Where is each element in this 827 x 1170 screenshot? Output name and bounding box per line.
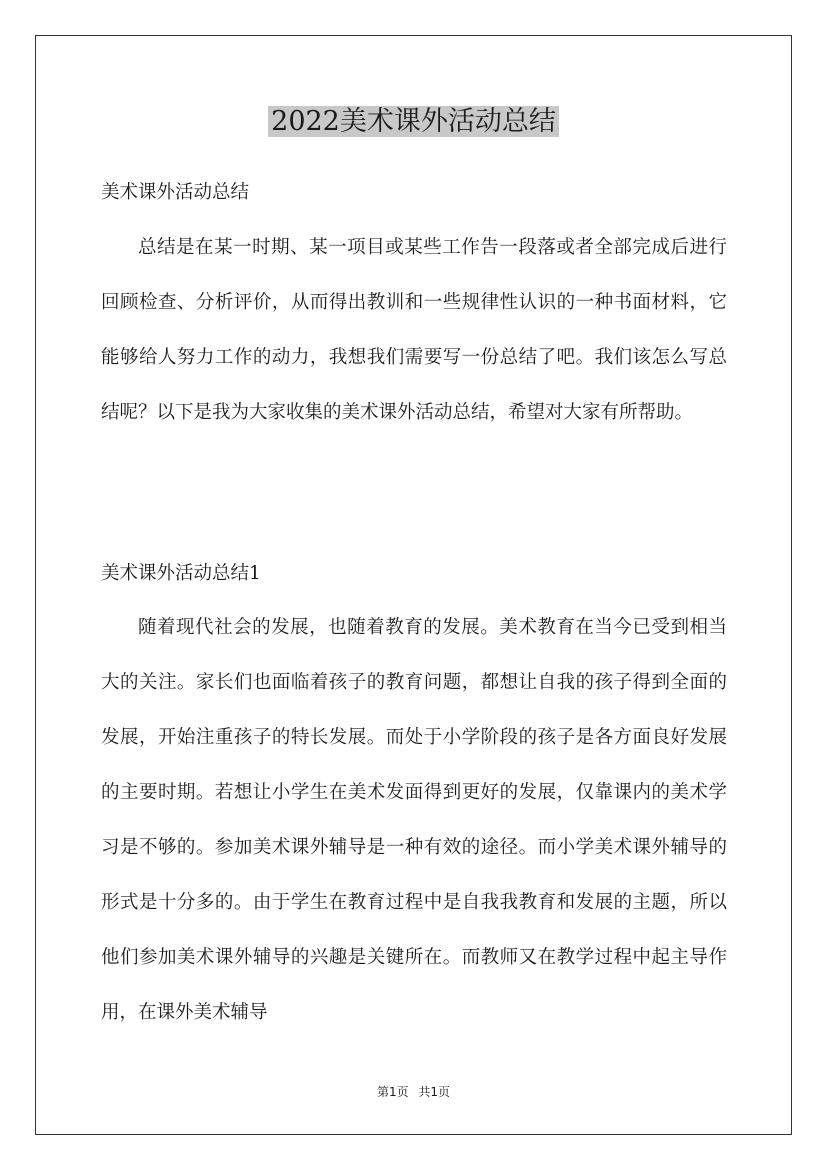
document-title: 2022美术课外活动总结 <box>268 106 559 137</box>
page-count: 共1页 <box>418 1085 451 1099</box>
intro-paragraph: 总结是在某一时期、某一项目或某些工作告一段落或者全部完成后进行回顾检查、分析评价，从而得出教训和一些规律性认识的一种书面材料，它能够给人努力工作的动力，我想我们需要写一份总结了吧。我们该怎么写总结呢？以下是我为大家收集的美术课外活动总结，希望对大家有所帮助。 <box>101 237 727 423</box>
page-footer <box>0 1083 827 1101</box>
document-subtitle: 美术课外活动总结 <box>101 182 250 203</box>
section-paragraph: 随着现代社会的发展，也随着教育的发展。美术教育在当今已受到相当大的关注。家长们也面临着孩子的教育问题，都想让自我的孩子得到全面的发展，开始注重孩子的特长发展。而处于小学阶段的孩子是各方面良好发展的主要时期。若想让小学生在美术发面得到更好的发展，仅靠课内的美术学习是不够的。参加美术课外辅导是一种有效的途径。而小学美术课外辅导的形式是十分多的。由于学生在教育过程中是自我我教育和发展的主题，所以他们参加美术课外辅导的兴趣是关键所在。而教师又在教学过程中起主导作用，在课外美术辅导 <box>101 617 727 1023</box>
page-number: 第1页 <box>376 1085 409 1099</box>
document-title-block <box>0 100 827 144</box>
section-heading: 美术课外活动总结1 <box>101 563 261 584</box>
